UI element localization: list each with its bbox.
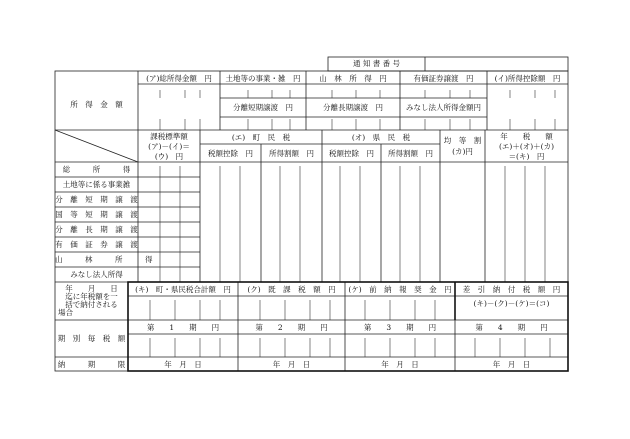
- lump-sum-label-2: 迄に年税額を一: [65, 292, 118, 301]
- due-date-3: 年 月 日: [381, 360, 419, 369]
- category-label: 有 価 証 券 譲 渡: [55, 240, 138, 249]
- net-payment-formula: (キ)－(ク)－(ケ)＝(コ): [473, 299, 550, 308]
- income-head-securities: 有価証券譲渡 円: [413, 74, 474, 83]
- period-2-head: 第 2 期 円: [255, 323, 328, 332]
- category-label: 分 離 長 期 譲 渡: [55, 225, 138, 234]
- equal-tax-head-1: 均 等 割: [443, 136, 482, 145]
- period-3-head: 第 3 期 円: [363, 323, 437, 332]
- equal-tax-head-2: (カ)円: [452, 147, 473, 156]
- income-head-corp: みなし法人所得金額円: [406, 103, 481, 112]
- category-label: 国 等 短 期 譲 渡: [55, 210, 138, 219]
- category-label: みなし法人所得: [70, 270, 123, 279]
- already-tax-head: (ク) 既 課 税 額 円: [247, 285, 336, 294]
- period-1-head: 第 1 期 円: [146, 323, 220, 332]
- town-income-head: 所得割額 円: [269, 149, 314, 158]
- due-date-1: 年 月 日: [164, 360, 202, 369]
- income-row-label: 所 得 金 額: [70, 100, 123, 109]
- income-head-land: 土地等の事業・雑 円: [225, 74, 301, 83]
- due-date-label: 納 期 限: [57, 360, 126, 369]
- due-date-2: 年 月 日: [272, 360, 311, 369]
- category-label: 山 林 所 得: [55, 255, 153, 264]
- income-head-deduction: (イ)所得控除額 円: [494, 74, 561, 83]
- town-deduct-head: 税額控除 円: [208, 149, 253, 158]
- lump-sum-label-3: 括で納付される: [65, 300, 118, 309]
- category-label: 総 所 得: [62, 165, 131, 174]
- due-date-4: 年 月 日: [492, 360, 531, 369]
- income-head-long-sep: 分離長期譲渡 円: [323, 103, 383, 112]
- prepay-reward-head: (ケ) 前 納 報 奨 金 円: [348, 285, 452, 294]
- tax-standard-line3: (ウ) 円: [154, 152, 184, 161]
- town-tax-head: (エ) 町 民 税: [231, 133, 291, 142]
- income-head-total: (ア)総所得金額 円: [146, 74, 212, 83]
- tax-standard-line1: 課税標準額: [150, 132, 188, 141]
- annual-tax-head-2: (エ)＋(オ)＋(カ): [498, 142, 555, 151]
- lump-sum-label-4: 場合: [58, 308, 73, 317]
- category-label: 分 離 短 期 譲 渡: [55, 195, 138, 204]
- annual-tax-head-3: ＝(キ) 円: [508, 152, 545, 161]
- income-head-short-sep: 分離短期譲渡 円: [233, 103, 293, 112]
- income-head-forest: 山 林 所 得 円: [319, 74, 387, 83]
- period-4-head: 第 4 期 円: [475, 323, 548, 332]
- net-payment-head: 差 引 納 付 税 額 円: [462, 285, 561, 294]
- pref-income-head: 所得割額 円: [388, 149, 433, 158]
- category-label: 土地等に係る事業雑: [62, 180, 131, 189]
- tax-standard-line2: (ア)－(イ)＝: [148, 142, 190, 151]
- notice-number-label: 通 知 書 番 号: [352, 59, 401, 68]
- annual-tax-head-1: 年 税 額: [500, 132, 553, 141]
- pref-tax-head: (オ) 県 民 税: [351, 133, 411, 142]
- lump-sum-label-1: 年 月 日: [65, 284, 118, 293]
- pref-deduct-head: 税額控除 円: [329, 149, 374, 158]
- period-row-label: 期 別 毎 税 額: [57, 334, 126, 343]
- total-tax-head: (キ) 町・県民税合計額 円: [135, 285, 231, 294]
